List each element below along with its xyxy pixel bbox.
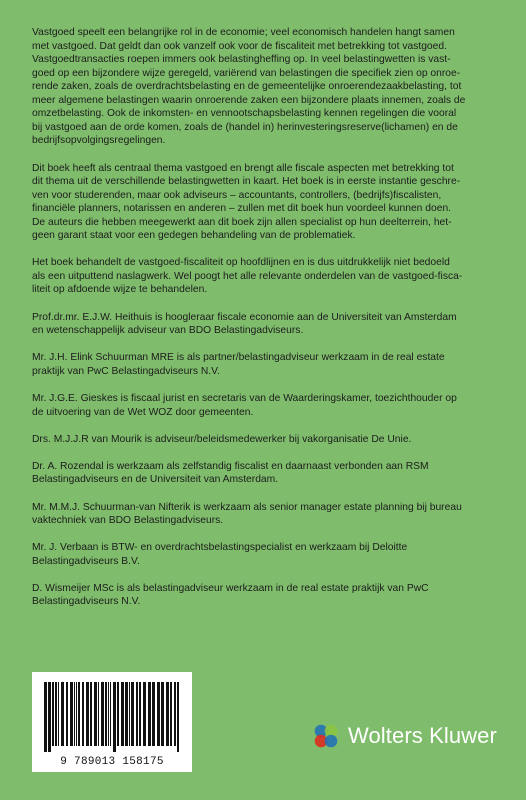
barcode-bar — [74, 682, 75, 746]
barcode-bar — [170, 682, 172, 746]
barcode-bar — [98, 682, 99, 746]
author-bio-heithuis: Prof.dr.mr. E.J.W. Heithuis is hoogleraar fiscale economie aan de Universiteit van Amsterdam en wetenschappelijk adviseur van BDO Belastingadviseurs. — [32, 311, 457, 337]
isbn-barcode — [32, 672, 192, 772]
barcode-bar — [121, 682, 124, 746]
author-bio-rozendal: Dr. A. Rozendal is werkzaam als zelfstandig fiscalist en daarnaast verbonden aan RSM Belastingadviseurs en de Universiteit van Amsterdam. — [32, 460, 429, 486]
author-bio-wismeijer: D. Wismeijer MSc is als belastingadviseur werkzaam in de real estate praktijk van PwC Belastingadviseurs N.V. — [32, 582, 429, 608]
barcode-bar — [177, 682, 179, 752]
barcode-bar — [86, 682, 89, 746]
barcode-bar — [70, 682, 73, 746]
barcode-bar — [117, 682, 119, 746]
barcode-bar — [174, 682, 176, 746]
barcode-bar — [161, 682, 164, 746]
publisher-logo — [312, 722, 497, 750]
barcode-bar — [152, 682, 155, 746]
barcode-bar — [110, 682, 111, 746]
scope-paragraph: Het boek behandelt de vastgoed-fiscaliteit op hoofdlijnen en is dus uitdrukkelijk niet bedoeld als een uitputtend naslagwerk. Wel poogt het alle relevante onderdelen van de vastgoed-fisca- liteit op afdoende wijze te behandelen. — [32, 257, 463, 296]
isbn-number: 9 789013 158175 — [60, 756, 164, 768]
logo-circle-blue-2 — [325, 735, 338, 748]
barcode-bar — [148, 682, 151, 746]
barcode-bar — [82, 682, 84, 746]
barcode-bar — [58, 682, 59, 746]
barcode-bar — [108, 682, 109, 746]
barcode-bar — [61, 682, 64, 746]
wolters-kluwer-logo-icon — [312, 722, 340, 750]
barcode-bar — [166, 682, 169, 746]
barcode-bar — [44, 682, 47, 752]
book-theme-paragraph: Dit boek heeft als centraal thema vastgoed en brengt alle fiscale aspecten met betrekking tot dit thema uit de verschillende belastingwetten in kaart. Het boek is in eerste instantie geschre- ven voor studerenden, maar ook adviseurs – accountants, controllers, (bedrijfs)fiscalisten, financiële planners, notarissen en anderen – zullen met dit boek hun voordeel kunnen doen. De auteurs die hebben meegewerkt aan dit boek zijn allen specialist op hun deelterrein, het- geen garant staat voor een gedegen behandeling van de problematiek. — [32, 162, 461, 242]
barcode-bar — [129, 682, 130, 746]
barcode-bar — [131, 682, 134, 746]
intro-paragraph: Vastgoed speelt een belangrijke rol in de economie; veel economisch handelen hangt samen met vastgoed. Dat geldt dan ook vanzelf ook voor de fiscaliteit met betrekking tot vastgoed. Vastgoedtransacties roepen immers ook belastingheffing op. In veel belastingwetten is vast- goed op een bijzondere wijze geregeld, variërend van belastingen die specifiek zien op onroe- rende zaken, zoals de overdrachtsbelasting en de gemeentelijke onroerendezaakbelasting, tot meer algemene belastingen waarin onroerende zaken een bijzondere plaats innemen, zoals de omzetbelasting. Ook de inkomsten- en vennootschapsbelasting kennen regelingen die vooral bij vastgoed aan de orde komen, zoals de (handel in) herinvesteringsreserve(lichamen) en de bedrijfsopvolgingsregelingen. — [32, 27, 466, 147]
barcode-bar — [113, 682, 116, 752]
barcode-bar — [136, 682, 138, 746]
barcode-bar — [66, 682, 68, 746]
barcode-bar — [101, 682, 104, 746]
barcode-bar — [52, 682, 54, 746]
barcode-bar — [139, 682, 141, 746]
author-bio-schuurman-van-nifterik: Mr. M.M.J. Schuurman-van Nifterik is werkzaam als senior manager estate planning bij bureau vaktechniek van BDO Belastingadviseurs. — [32, 501, 462, 527]
author-bio-elink-schuurman: Mr. J.H. Elink Schuurman MRE is als partner/belastingadviseur werkzaam in de real estate praktijk van PwC Belastingadviseurs N.V. — [32, 352, 445, 377]
barcode-bar — [76, 682, 77, 746]
barcode-bars — [42, 682, 182, 752]
barcode-bar — [105, 682, 107, 746]
author-bio-van-mourik: Drs. M.J.J.R van Mourik is adviseur/beleidsmedewerker bij vakorganisatie De Unie. — [32, 433, 412, 445]
barcode-bar — [55, 682, 57, 746]
barcode-bar — [125, 682, 128, 746]
barcode-bar — [48, 682, 51, 752]
barcode-bar — [94, 682, 97, 746]
barcode-bar — [143, 682, 146, 746]
author-bio-gieskes: Mr. J.G.E. Gieskes is fiscaal jurist en secretaris van de Waarderingskamer, toezichthouder op de uitvoering van de Wet WOZ door gemeenten. — [32, 393, 457, 418]
barcode-bar — [157, 682, 160, 746]
back-cover-text — [32, 26, 498, 623]
publisher-name: Wolters Kluwer — [348, 723, 497, 748]
author-bio-verbaan: Mr. J. Verbaan is BTW- en overdrachtsbelastingspecialist en werkzaam bij Deloitte Belastingadviseurs B.V. — [32, 542, 408, 567]
barcode-bar — [78, 682, 80, 746]
barcode-bar — [90, 682, 92, 746]
